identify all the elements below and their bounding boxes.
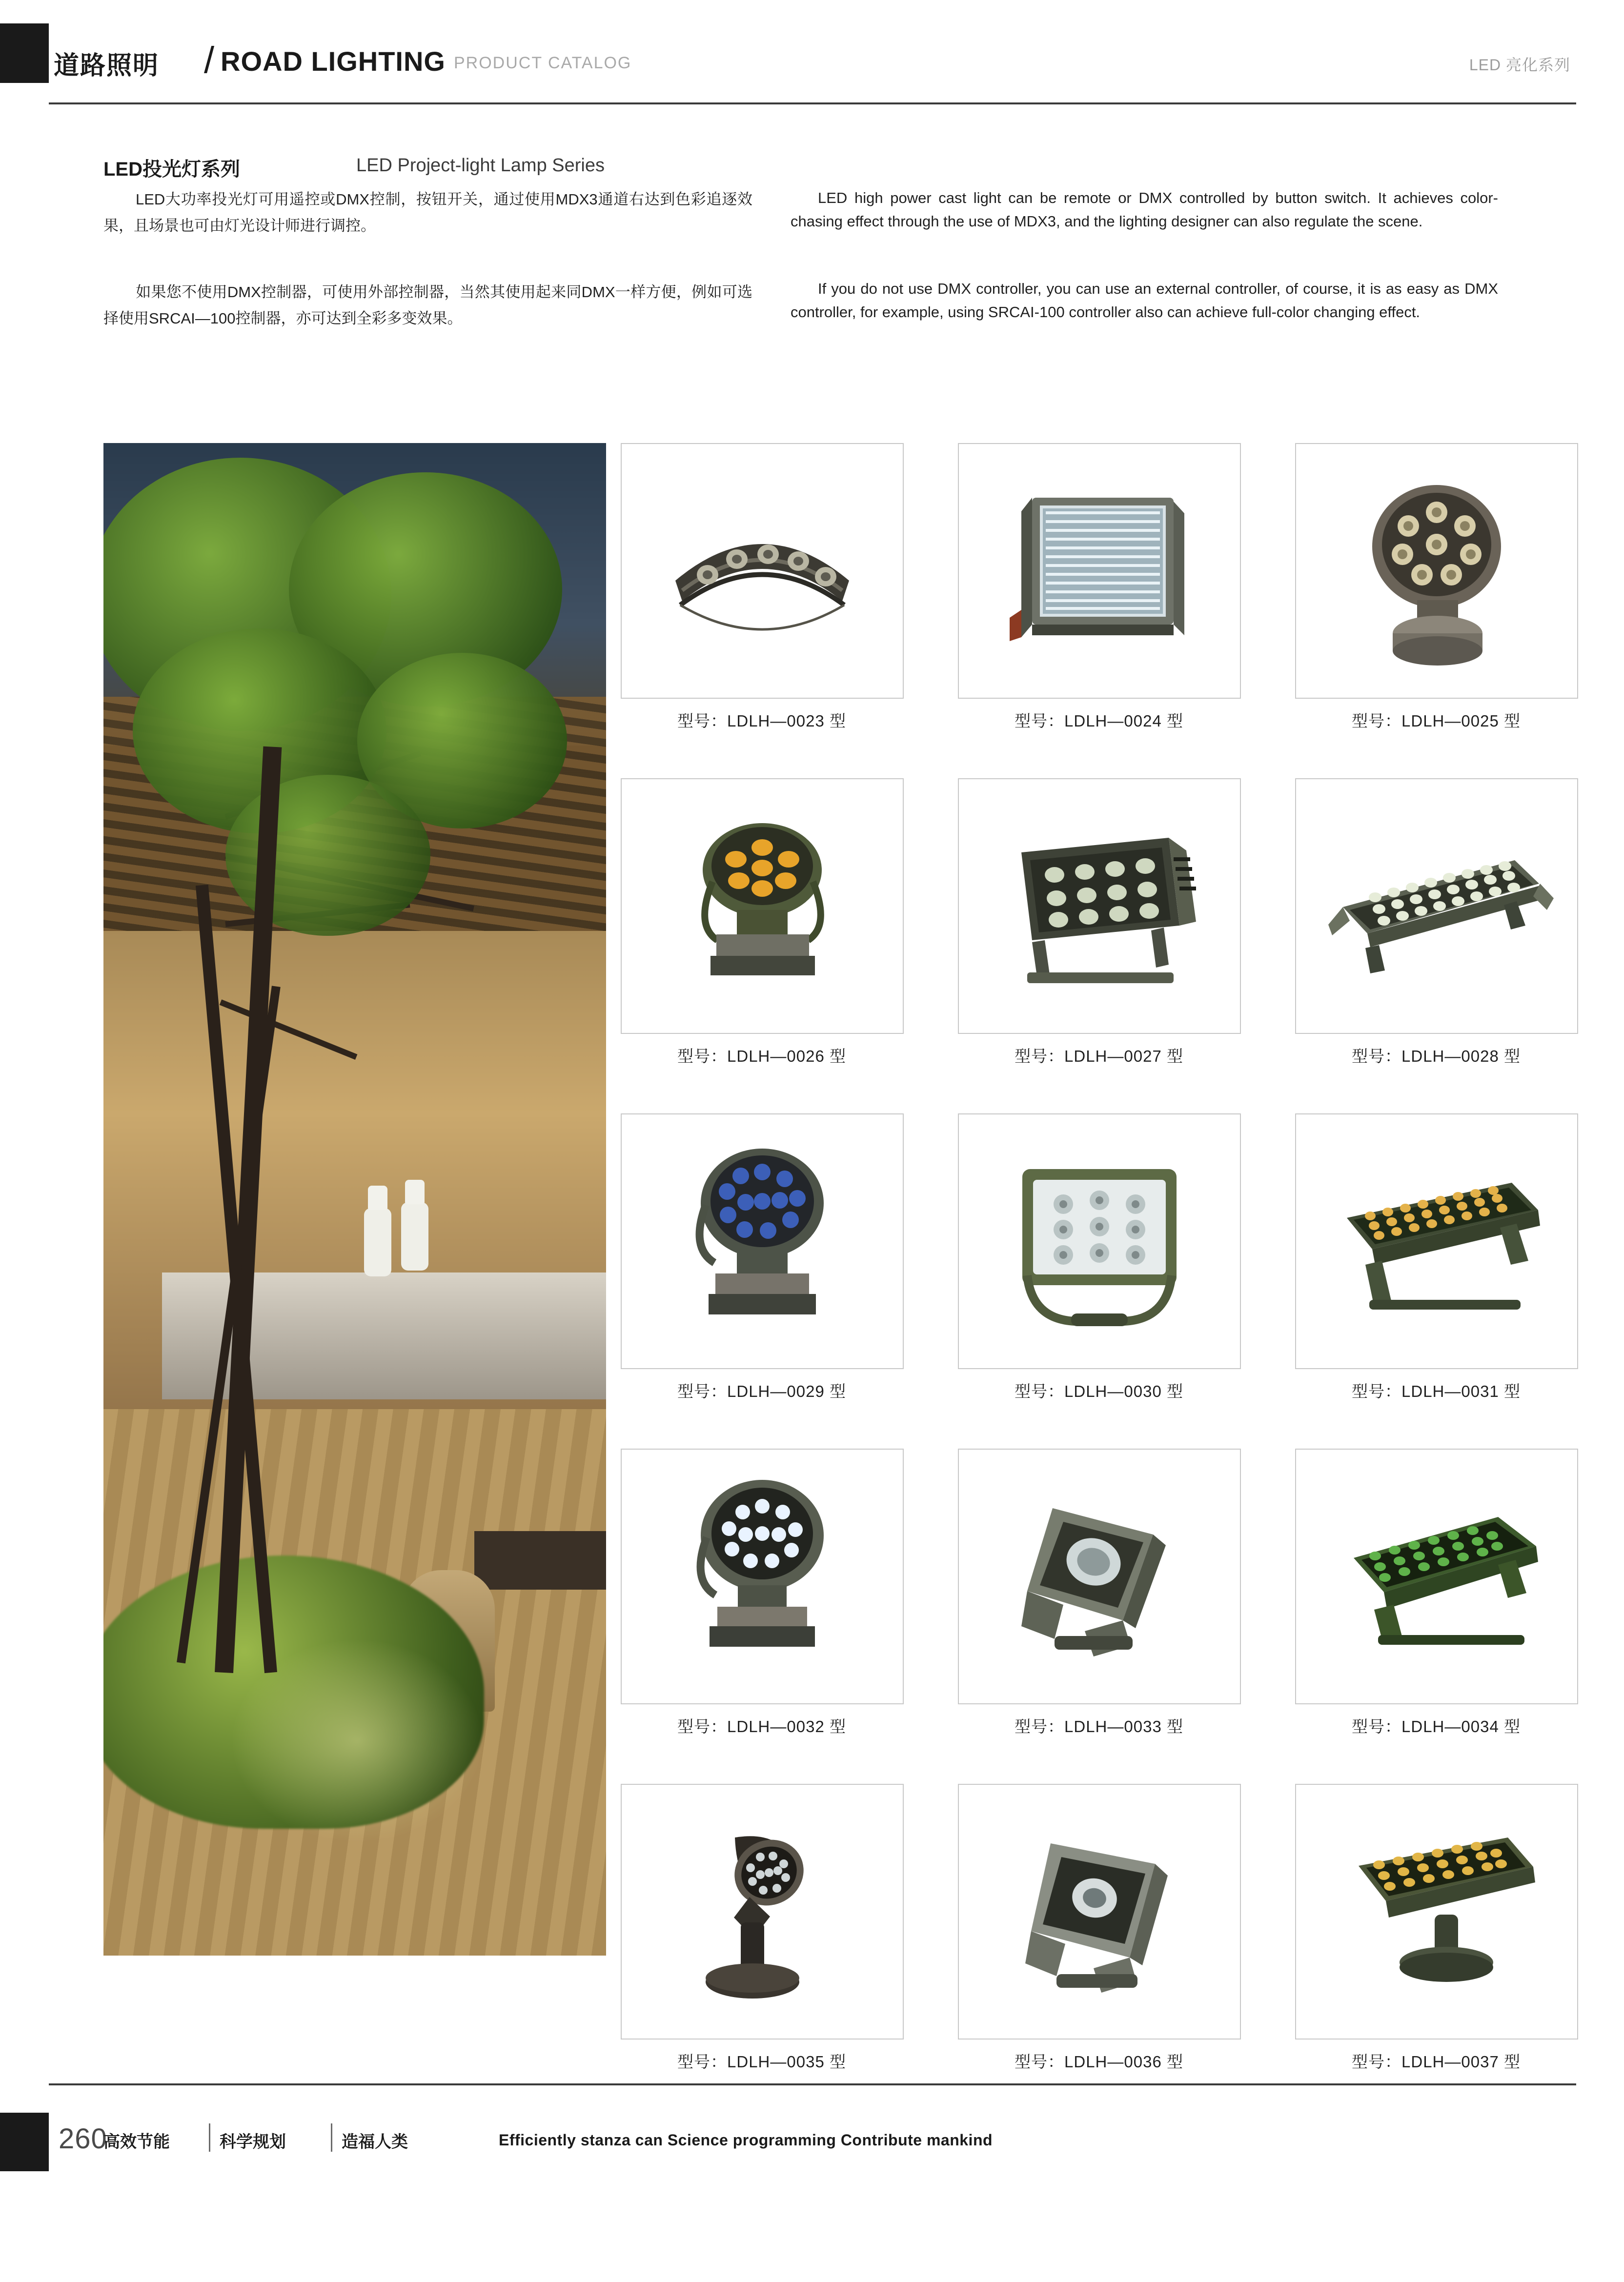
product-caption: 型号：LDLH—0024 型	[1015, 712, 1183, 730]
intro-paragraph-cn-2	[103, 279, 752, 332]
product-cell[interactable]	[621, 1449, 903, 1737]
product-image-frame	[1295, 1449, 1578, 1704]
product-cell[interactable]	[958, 1113, 1240, 1402]
product-image-frame	[958, 1449, 1241, 1704]
lamp-round-spot-9-icon	[1296, 444, 1577, 698]
product-cell[interactable]	[621, 1113, 903, 1402]
product-cell[interactable]	[621, 778, 903, 1067]
product-cell[interactable]	[958, 1784, 1240, 2072]
product-caption: 型号：LDLH—0030 型	[1015, 1382, 1183, 1400]
product-image-frame	[1295, 1784, 1578, 2040]
product-caption: 型号：LDLH—0028 型	[1352, 1047, 1521, 1065]
lamp-stake-spot-icon	[622, 1785, 903, 2039]
scene-photo	[103, 443, 606, 1956]
lamp-cob-flood-icon	[959, 1785, 1240, 2039]
product-caption: 型号：LDLH—0033 型	[1015, 1717, 1183, 1736]
product-image-frame	[958, 1784, 1241, 2040]
product-cell[interactable]	[958, 778, 1240, 1067]
product-caption: 型号：LDLH—0026 型	[677, 1047, 846, 1065]
product-image-frame	[621, 1449, 904, 1704]
product-caption: 型号：LDLH—0037 型	[1352, 2053, 1521, 2071]
product-cell[interactable]	[1295, 1449, 1577, 1737]
lamp-round-spot-amber-icon	[622, 779, 903, 1033]
product-caption: 型号：LDLH—0032 型	[677, 1717, 846, 1736]
footer-divider	[49, 2083, 1576, 2085]
product-image-frame	[621, 778, 904, 1034]
footer-slogan-cn-3: 造福人类	[342, 2133, 408, 2151]
lamp-round-spot-blue-icon	[622, 1114, 903, 1368]
section-title-cn: LED投光灯系列	[103, 159, 240, 180]
product-cell[interactable]	[621, 1784, 903, 2072]
intro-paragraph-en-2	[791, 277, 1498, 324]
lamp-rect-flood-12-icon	[959, 779, 1240, 1033]
intro-paragraph-en-1-text: LED high power cast light can be remote or DMX controlled by button switch. It achieves color-chasing effect through the use of MDX3, and the lighting designer can also regulate the scene.	[791, 189, 1498, 230]
product-caption: 型号：LDLH—0031 型	[1352, 1382, 1521, 1400]
header-slash: /	[204, 40, 215, 81]
footer-separator	[331, 2123, 332, 2152]
header-divider	[49, 102, 1576, 104]
product-cell[interactable]	[958, 1449, 1240, 1737]
footer-black-block	[0, 2113, 49, 2171]
product-cell[interactable]	[1295, 778, 1577, 1067]
intro-paragraph-cn-1	[103, 186, 752, 239]
product-cell[interactable]	[1295, 443, 1577, 731]
product-caption: 型号：LDLH—0025 型	[1352, 712, 1521, 730]
product-image-frame	[621, 1784, 904, 2040]
footer-separator	[209, 2123, 210, 2152]
header-series-label: LED 亮化系列	[1469, 56, 1570, 74]
header-title-cn: 道路照明	[54, 52, 160, 80]
product-cell[interactable]	[958, 443, 1240, 731]
section-title-en: LED Project-light Lamp Series	[356, 155, 605, 176]
page-number: 260	[59, 2123, 107, 2155]
lamp-panel-flood-icon	[959, 444, 1240, 698]
product-image-frame	[958, 443, 1241, 699]
photo-table	[474, 1531, 606, 1590]
lamp-base-array-40-icon	[1296, 1785, 1577, 2039]
footer-slogan-en: Efficiently stanza can Science programming Contribute mankind	[499, 2131, 993, 2149]
product-cell[interactable]	[621, 443, 903, 731]
product-caption: 型号：LDLH—0035 型	[677, 2053, 846, 2071]
product-image-frame	[1295, 443, 1578, 699]
footer-slogan-cn-1: 高效节能	[103, 2133, 170, 2151]
lamp-square-flood-9-icon	[959, 1114, 1240, 1368]
intro-paragraph-en-1	[791, 186, 1498, 233]
product-caption: 型号：LDLH—0027 型	[1015, 1047, 1183, 1065]
product-image-frame	[1295, 778, 1578, 1034]
page-header	[0, 0, 1624, 112]
lamp-arc-bar-icon	[622, 444, 903, 698]
lamp-green-array-36-icon	[1296, 1450, 1577, 1703]
product-image-frame	[621, 1113, 904, 1369]
product-image-frame	[1295, 1113, 1578, 1369]
header-title-en: ROAD LIGHTING	[221, 46, 446, 77]
product-image-frame	[958, 1113, 1241, 1369]
product-caption: 型号：LDLH—0023 型	[677, 712, 846, 730]
photo-chef	[364, 1208, 391, 1276]
product-cell[interactable]	[1295, 1113, 1577, 1402]
lamp-tilted-flood-icon	[959, 1450, 1240, 1703]
intro-paragraph-cn-2-text: 如果您不使用DMX控制器，可使用外部控制器，当然其使用起来同DMX一样方便，例如可选择使用SRCAI—100控制器，亦可达到全彩多变效果。	[103, 283, 752, 327]
photo-chef	[401, 1202, 428, 1271]
lamp-round-spot-white-icon	[622, 1450, 903, 1703]
intro-paragraph-cn-1-text: LED大功率投光灯可用遥控或DMX控制，按钮开关，通过使用MDX3通道右达到色彩追逐效果，且场景也可由灯光设计师进行调控。	[103, 191, 752, 234]
footer-slogan-cn-2: 科学规划	[220, 2133, 286, 2151]
product-image-frame	[958, 778, 1241, 1034]
intro-paragraph-en-2-text: If you do not use DMX controller, you can use an external controller, of course, it is as easy as DMX controller, for example, using SRCAI-100 controller also can achieve full-color changing effect.	[791, 280, 1498, 321]
lamp-wall-washer-bar-icon	[1296, 779, 1577, 1033]
header-subtitle-en: PRODUCT CATALOG	[454, 54, 632, 72]
product-caption: 型号：LDLH—0034 型	[1352, 1717, 1521, 1736]
product-image-frame	[621, 443, 904, 699]
product-cell[interactable]	[1295, 1784, 1577, 2072]
lamp-rect-array-36-icon	[1296, 1114, 1577, 1368]
product-caption: 型号：LDLH—0029 型	[677, 1382, 846, 1400]
product-caption: 型号：LDLH—0036 型	[1015, 2053, 1183, 2071]
